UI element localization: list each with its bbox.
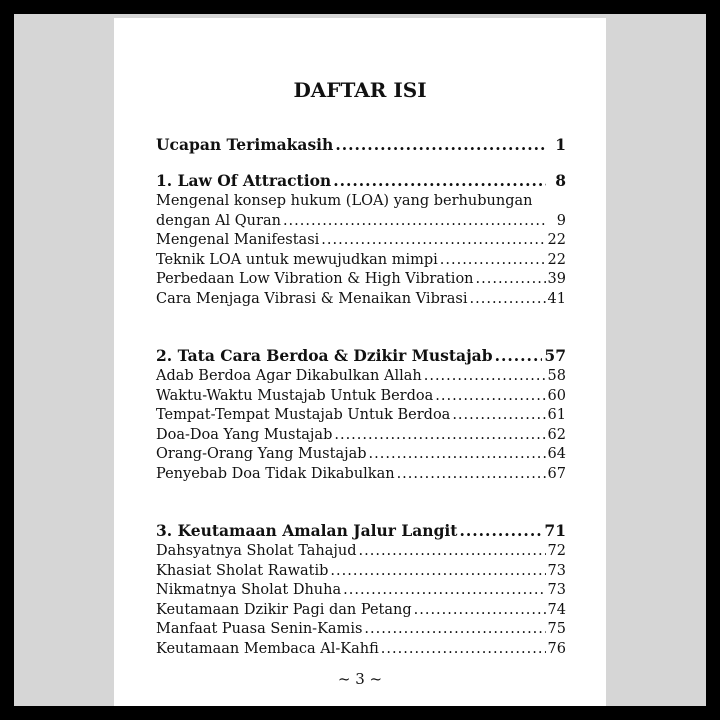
toc-entry	[156, 406, 566, 426]
toc-entry-page: 67	[547, 465, 566, 482]
leader-dots	[452, 406, 545, 426]
toc-entry	[156, 251, 566, 271]
toc-section-chapter-2	[156, 345, 566, 484]
leader-dots	[476, 270, 546, 290]
toc-entry-page: 41	[547, 290, 566, 307]
toc-entry-page: 76	[547, 640, 566, 657]
toc-entry-label: Cara Menjaga Vibrasi & Menaikan Vibrasi	[156, 290, 468, 307]
photo-background	[14, 14, 706, 706]
toc-entry-label: Keutamaan Membaca Al-Kahfi	[156, 640, 379, 657]
toc-entry-page: 22	[547, 232, 566, 248]
toc-entry-label: Ucapan Terimakasih	[156, 135, 334, 154]
toc-entry	[156, 640, 566, 660]
toc-entry-label: Mengenal konsep hukum (LOA) yang berhubungan	[156, 193, 533, 209]
chapter-page: 57	[544, 346, 566, 365]
chapter-heading	[156, 520, 566, 542]
toc-entry-label: Nikmatnya Sholat Dhuha	[156, 582, 342, 598]
toc-entry	[156, 426, 566, 446]
toc-entry-page: 22	[547, 251, 566, 268]
toc-entry-label: Teknik LOA untuk mewujudkan mimpi	[156, 251, 438, 268]
toc-entry	[156, 231, 566, 251]
toc-entry	[156, 562, 566, 582]
page-number-footer: ~ 3 ~	[337, 670, 383, 688]
toc-entry	[156, 601, 566, 621]
table-of-contents	[156, 134, 566, 659]
toc-entry-label: Penyebab Doa Tidak Dikabulkan	[156, 465, 395, 482]
toc-entry	[156, 581, 566, 601]
leader-dots	[470, 290, 546, 310]
leader-dots	[369, 445, 546, 465]
leader-dots	[459, 520, 542, 542]
toc-entry	[156, 445, 566, 465]
leader-dots	[435, 387, 545, 407]
toc-entry-label: dengan Al Quran	[156, 212, 281, 229]
leader-dots	[397, 465, 546, 485]
toc-entry-label: Keutamaan Dzikir Pagi dan Petang	[156, 601, 412, 618]
leader-dots	[414, 601, 546, 621]
toc-entry-label: Manfaat Puasa Senin-Kamis	[156, 621, 363, 637]
toc-entry-page: 74	[547, 601, 566, 618]
leader-dots	[424, 367, 546, 387]
toc-section-ucapan	[156, 134, 566, 156]
leader-dots	[440, 251, 546, 271]
toc-entry-page: 1	[555, 135, 566, 154]
chapter-heading	[156, 170, 566, 192]
page-title: DAFTAR ISI	[293, 78, 427, 102]
toc-section-chapter-1	[156, 170, 566, 309]
chapter-title: 1. Law Of Attraction	[156, 171, 332, 190]
leader-dots	[330, 562, 545, 582]
toc-entry-page: 60	[547, 387, 566, 404]
leader-dots	[321, 231, 545, 251]
toc-entry-label: Perbedaan Low Vibration & High Vibration	[156, 271, 474, 287]
toc-entry-page: 9	[556, 212, 566, 229]
leader-dots	[495, 345, 543, 367]
toc-entry-label: Waktu-Waktu Mustajab Untuk Berdoa	[156, 387, 434, 404]
leader-dots	[343, 581, 545, 601]
toc-entry-line	[156, 192, 566, 212]
chapter-page: 8	[555, 171, 566, 190]
toc-entry-label: Mengenal Manifestasi	[156, 232, 320, 248]
book-page	[114, 18, 606, 706]
chapter-heading	[156, 345, 566, 367]
leader-dots	[333, 170, 546, 192]
chapter-page: 71	[544, 521, 566, 540]
toc-entry-page: 64	[547, 446, 566, 462]
toc-entry-page: 62	[547, 426, 566, 443]
toc-entry-page: 39	[547, 271, 566, 287]
leader-dots	[283, 212, 546, 232]
toc-entry	[156, 270, 566, 290]
toc-entry	[156, 290, 566, 310]
toc-section-chapter-3	[156, 520, 566, 659]
toc-entry	[156, 367, 566, 387]
chapter-title: 2. Tata Cara Berdoa & Dzikir Mustajab	[156, 346, 493, 365]
toc-entry-label: Orang-Orang Yang Mustajab	[156, 446, 367, 462]
toc-entry	[156, 465, 566, 485]
toc-entry-page: 75	[547, 621, 566, 637]
toc-entry-label: Dahsyatnya Sholat Tahajud	[156, 543, 357, 559]
leader-dots	[359, 542, 546, 562]
leader-dots	[334, 426, 545, 446]
leader-dots	[381, 640, 546, 660]
toc-entry	[156, 387, 566, 407]
toc-entry	[156, 620, 566, 640]
toc-entry-page: 61	[547, 407, 566, 423]
chapter-title: 3. Keutamaan Amalan Jalur Langit	[156, 521, 458, 540]
toc-entry	[156, 134, 566, 156]
toc-entry-label: Tempat-Tempat Mustajab Untuk Berdoa	[156, 407, 451, 423]
toc-entry	[156, 212, 566, 232]
toc-entry-label: Doa-Doa Yang Mustajab	[156, 426, 333, 443]
leader-dots	[335, 134, 546, 156]
leader-dots	[364, 620, 545, 640]
toc-entry-page: 58	[547, 368, 566, 384]
toc-entry-page: 72	[547, 543, 566, 559]
toc-entry	[156, 542, 566, 562]
toc-entry-page: 73	[547, 562, 566, 579]
toc-entry-label: Adab Berdoa Agar Dikabulkan Allah	[156, 368, 422, 384]
toc-entry-page: 73	[547, 582, 566, 598]
toc-entry-label: Khasiat Sholat Rawatib	[156, 562, 329, 579]
